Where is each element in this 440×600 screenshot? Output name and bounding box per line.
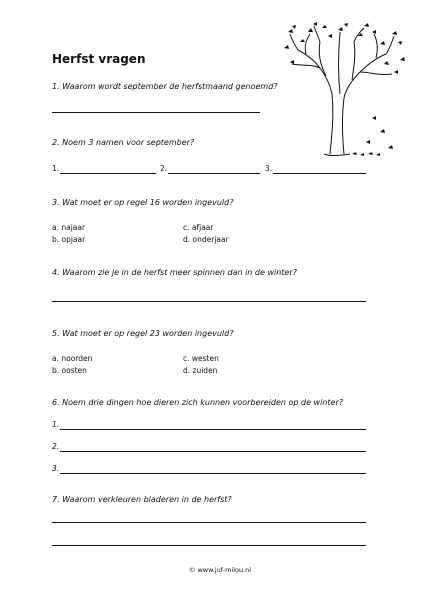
q2-blank-3-line[interactable] — [273, 173, 366, 174]
q6-blank-2-label: 2. — [52, 442, 60, 451]
q2-blank-1-label: 1. — [52, 164, 60, 173]
answer-line-q1[interactable] — [52, 112, 260, 113]
q6-blank-3-line[interactable] — [60, 473, 366, 474]
answer-line-q7-1[interactable] — [52, 522, 366, 523]
q2-blank-2-line[interactable] — [168, 173, 260, 174]
answer-line-q7-2[interactable] — [52, 545, 366, 546]
q3-option-a[interactable]: a. najaar — [52, 223, 86, 232]
question-7: 7. Waarom verkleuren bladeren in de herfst? — [52, 495, 232, 504]
question-3: 3. Wat moet er op regel 16 worden ingevuld? — [52, 198, 234, 207]
q5-option-b[interactable]: b. oosten — [52, 366, 87, 375]
answer-line-q4[interactable] — [52, 301, 366, 302]
q5-option-a[interactable]: a. noorden — [52, 354, 93, 363]
footer-copyright: © www.juf-milou.nl — [188, 566, 252, 574]
question-5: 5. Wat moet er op regel 23 worden ingevuld? — [52, 329, 234, 338]
q3-option-d[interactable]: d. onderjaar — [183, 235, 229, 244]
q6-blank-1-line[interactable] — [60, 429, 366, 430]
bare-tree-illustration — [280, 14, 410, 164]
q6-blank-2-line[interactable] — [60, 451, 366, 452]
q2-blank-3-label: 3. — [265, 164, 273, 173]
page-title: Herfst vragen — [52, 52, 146, 66]
q3-option-b[interactable]: b. opjaar — [52, 235, 86, 244]
q5-option-c[interactable]: c. westen — [183, 354, 219, 363]
question-6: 6. Noem drie dingen hoe dieren zich kunnen voorbereiden op de winter? — [52, 398, 343, 407]
question-4: 4. Waarom zie je in de herfst meer spinnen dan in de winter? — [52, 268, 297, 277]
question-1: 1. Waarom wordt september de herfstmaand genoemd? — [52, 82, 278, 91]
q6-blank-1-label: 1. — [52, 420, 60, 429]
q5-option-d[interactable]: d. zuiden — [183, 366, 218, 375]
q2-blank-1-line[interactable] — [60, 173, 156, 174]
q6-blank-3-label: 3. — [52, 464, 60, 473]
question-2: 2. Noem 3 namen voor september? — [52, 138, 195, 147]
q2-blank-2-label: 2. — [160, 164, 168, 173]
q3-option-c[interactable]: c. afjaar — [183, 223, 214, 232]
